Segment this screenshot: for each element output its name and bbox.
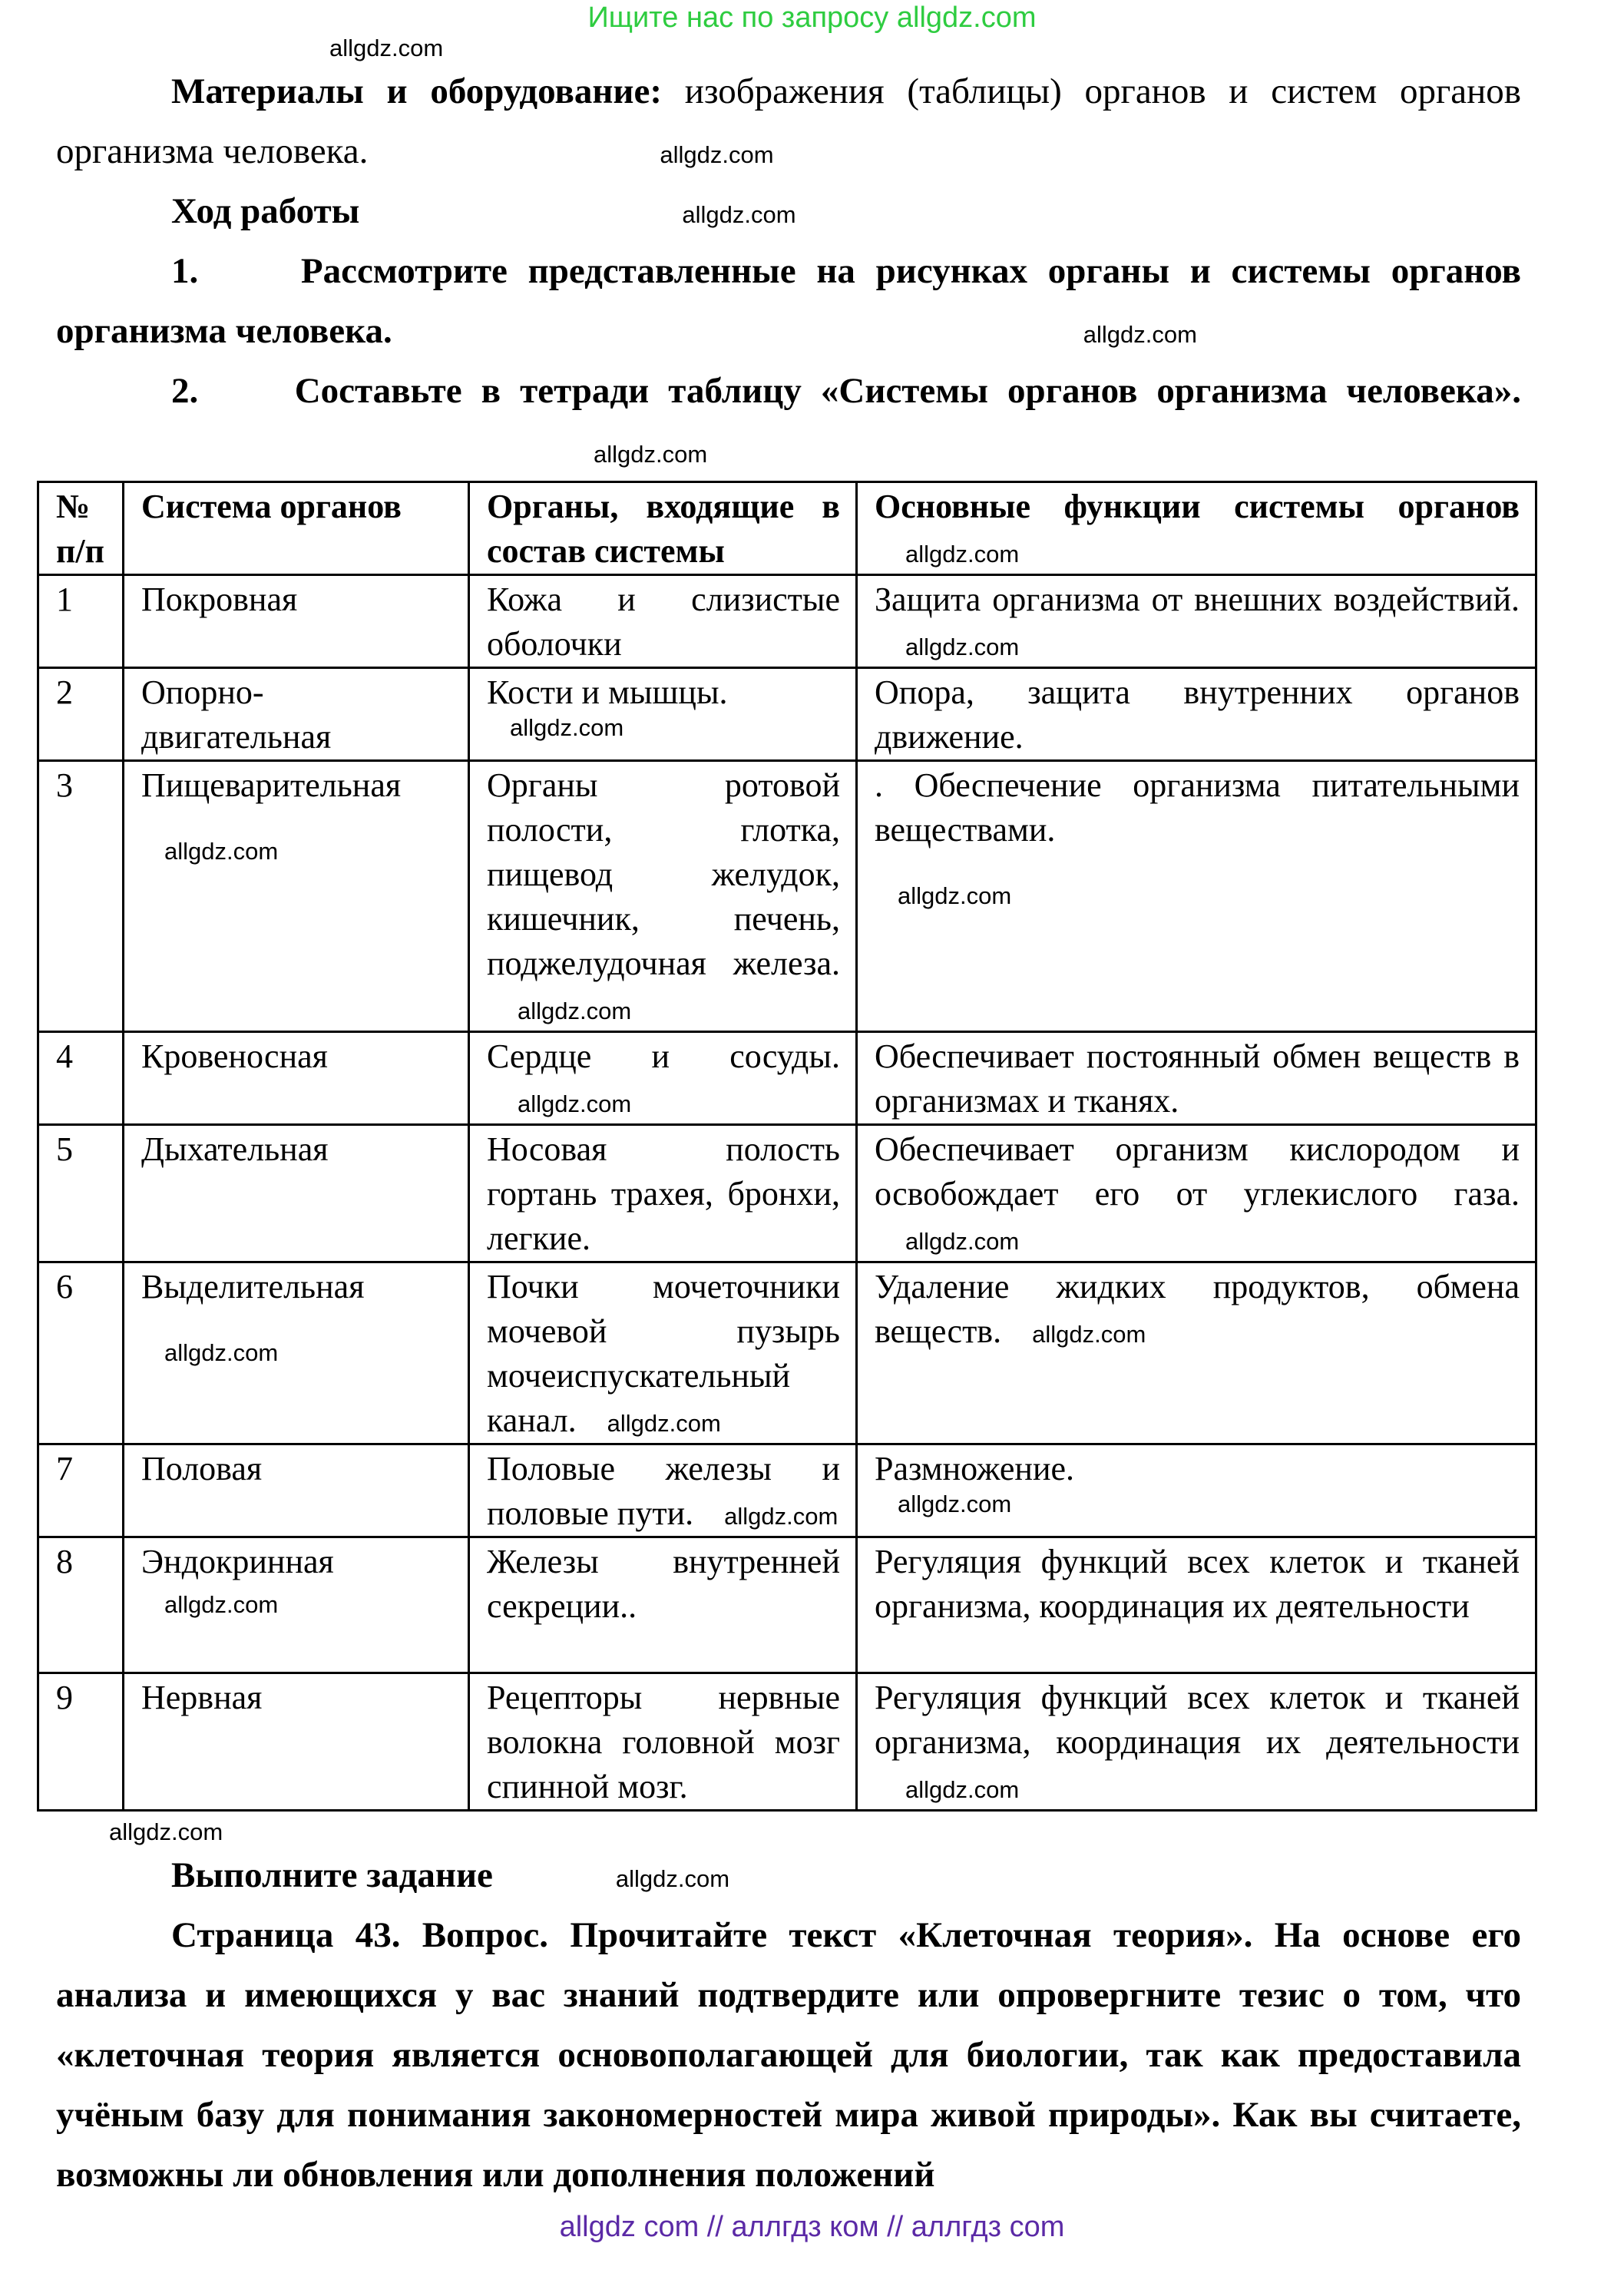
task-heading: Выполните задание <box>171 1855 493 1895</box>
cell-functions-text: Размножение. <box>875 1450 1075 1487</box>
watermark: allgdz.com <box>898 1491 1012 1517</box>
cell-functions-text: Опора, защита внутренних органов движение. <box>875 673 1520 756</box>
cell-number <box>38 1444 124 1537</box>
cell-number <box>38 668 124 761</box>
watermark-row <box>0 1819 1624 1845</box>
materials-paragraph <box>56 61 1521 181</box>
header-system-text: Система органов <box>141 488 402 525</box>
cell-number-text: 5 <box>56 1130 73 1168</box>
table-row <box>38 761 1536 1032</box>
table-row <box>38 1673 1536 1811</box>
cell-system <box>124 1537 469 1673</box>
cell-number-text: 2 <box>56 673 73 711</box>
task-section <box>56 1845 1521 2205</box>
task-heading-paragraph <box>56 1845 1521 1905</box>
cell-system <box>124 575 469 668</box>
cell-functions <box>857 1537 1536 1673</box>
watermark: allgdz.com <box>905 1228 1020 1255</box>
cell-system <box>124 668 469 761</box>
cell-number-text: 4 <box>56 1037 73 1075</box>
step-1-paragraph <box>56 241 1521 361</box>
watermark: allgdz.com <box>164 838 279 865</box>
cell-system <box>124 1673 469 1811</box>
cell-number <box>38 761 124 1032</box>
cell-number <box>38 1262 124 1444</box>
cell-organs-text: Органы ротовой полости, глотка, пищевод желудок, кишечник, печень, поджелудочная железа. <box>487 766 840 982</box>
task-question: Страница 43. Вопрос. Прочитайте текст «Клеточная теория». На основе его анализа и имеющихся у вас знаний подтвердите или опровергните тезис о том, что «клеточная теория является основополагающей для биологии, так как предоставила учёным базу для понимания закономерностей мира живой природы». Как вы считаете, возможны ли обновления или дополнения положений <box>56 1915 1521 2195</box>
watermark: allgdz.com <box>905 541 1020 567</box>
cell-system-text: Половая <box>141 1450 263 1487</box>
table-row <box>38 1444 1536 1537</box>
cell-organs-text: Рецепторы нервные волокна головной мозг спинной мозг. <box>487 1679 840 1805</box>
cell-system <box>124 1262 469 1444</box>
cell-functions-text: . Обеспечение организма питательными веществами. <box>875 766 1520 849</box>
watermark: allgdz.com <box>1083 321 1197 348</box>
table-row <box>38 1537 1536 1673</box>
step-2: 2. Составьте в тетради таблицу «Системы органов организма человека». <box>171 371 1521 411</box>
cell-functions <box>857 761 1536 1032</box>
cell-organs-text: Железы внутренней секреции.. <box>487 1543 840 1625</box>
cell-functions-text: Регуляция функций всех клеток и тканей организма, координация их деятельности <box>875 1679 1520 1761</box>
watermark: allgdz.com <box>682 201 796 228</box>
watermark: allgdz.com <box>518 998 632 1024</box>
cell-number-text: 3 <box>56 766 73 804</box>
watermark: allgdz.com <box>905 634 1020 660</box>
cell-number <box>38 1032 124 1125</box>
cell-number-text: 8 <box>56 1543 73 1580</box>
cell-functions <box>857 1032 1536 1125</box>
table-header-row <box>38 482 1536 575</box>
cell-number-text: 6 <box>56 1268 73 1305</box>
table-row <box>38 1125 1536 1262</box>
watermark: allgdz.com <box>594 441 708 468</box>
cell-functions-text: Защита организма от внешних воздействий. <box>875 581 1520 618</box>
cell-number-text: 7 <box>56 1450 73 1487</box>
cell-number <box>38 1537 124 1673</box>
cell-organs-text: Кожа и слизистые оболочки <box>487 581 840 663</box>
watermark: allgdz.com <box>109 1818 223 1845</box>
cell-organs-text: Половые железы и половые пути. <box>487 1450 840 1532</box>
cell-functions-text: Удаление жидких продуктов, обмена веществ. <box>875 1268 1520 1350</box>
cell-number <box>38 575 124 668</box>
cell-functions <box>857 575 1536 668</box>
watermark: allgdz.com <box>724 1503 838 1530</box>
cell-functions-text: Обеспечивает организм кислородом и освобождает его от углекислого газа. <box>875 1130 1520 1213</box>
procedure-paragraph <box>56 181 1521 241</box>
header-system <box>124 482 469 575</box>
cell-system <box>124 1032 469 1125</box>
watermark: allgdz.com <box>164 1339 279 1366</box>
table-row <box>38 575 1536 668</box>
cell-number-text: 9 <box>56 1679 73 1716</box>
materials-label: Материалы и оборудование: <box>171 71 663 111</box>
cell-system <box>124 1444 469 1537</box>
header-functions-text: Основные функции системы органов <box>875 488 1520 525</box>
cell-number <box>38 1125 124 1262</box>
table-row <box>38 1262 1536 1444</box>
cell-system-text: Кровеносная <box>141 1037 328 1075</box>
table-row <box>38 668 1536 761</box>
header-number-text: № п/п <box>56 488 104 570</box>
cell-system-text: Нервная <box>141 1679 263 1716</box>
cell-system <box>124 761 469 1032</box>
cell-system-text: Покровная <box>141 581 298 618</box>
cell-organs <box>469 575 857 668</box>
step-2-paragraph <box>56 361 1521 481</box>
cell-functions-text: Регуляция функций всех клеток и тканей организма, координация их деятельности <box>875 1543 1520 1625</box>
cell-system-text: Опорно-двигательная <box>141 673 332 756</box>
cell-system-text: Эндокринная <box>141 1543 334 1580</box>
cell-organs <box>469 1032 857 1125</box>
header-organs-text: Органы, входящие в состав системы <box>487 488 840 570</box>
watermark: allgdz.com <box>510 714 624 741</box>
watermark: allgdz.com <box>607 1410 721 1437</box>
task-question-paragraph <box>56 1905 1521 2205</box>
cell-system-text: Выделительная <box>141 1268 365 1305</box>
cell-system-text: Дыхательная <box>141 1130 329 1168</box>
cell-organs <box>469 1262 857 1444</box>
cell-functions <box>857 668 1536 761</box>
watermark: allgdz.com <box>905 1776 1020 1803</box>
cell-organs-text: Почки мочеточники мочевой пузырь мочеиспускательный канал. <box>487 1268 840 1439</box>
materials-text: изображения (таблицы) органов и систем органов организма человека. <box>56 71 1521 171</box>
cell-organs-text: Сердце и сосуды. <box>487 1037 840 1075</box>
header-organs <box>469 482 857 575</box>
cell-functions-text: Обеспечивает постоянный обмен веществ в организмах и тканях. <box>875 1037 1520 1120</box>
step-1: 1. Рассмотрите представленные на рисунках органы и системы органов организма человека. <box>56 251 1521 351</box>
cell-organs-text: Кости и мышцы. <box>487 673 728 711</box>
header-banner: Ищите нас по запросу allgdz.com <box>587 2 1037 34</box>
cell-system <box>124 1125 469 1262</box>
procedure-heading: Ход работы <box>171 191 360 231</box>
organ-systems-table <box>37 481 1537 1812</box>
cell-organs <box>469 1673 857 1811</box>
watermark: allgdz.com <box>660 141 774 168</box>
header-functions <box>857 482 1536 575</box>
intro-section <box>56 61 1521 481</box>
watermark: allgdz.com <box>898 882 1012 909</box>
cell-organs <box>469 1444 857 1537</box>
header-number <box>38 482 124 575</box>
watermark: allgdz.com <box>329 35 444 61</box>
cell-organs-text: Носовая полость гортань трахея, бронхи, легкие. <box>487 1130 840 1257</box>
watermark: allgdz.com <box>164 1591 279 1618</box>
table-row <box>38 1032 1536 1125</box>
cell-functions <box>857 1125 1536 1262</box>
cell-organs <box>469 1537 857 1673</box>
footer-banner: allgdz com // аллгдз ком // аллгдз com <box>559 2211 1065 2243</box>
cell-number <box>38 1673 124 1811</box>
cell-organs <box>469 1125 857 1262</box>
cell-functions <box>857 1262 1536 1444</box>
watermark: allgdz.com <box>1032 1321 1146 1348</box>
cell-organs <box>469 761 857 1032</box>
cell-number-text: 1 <box>56 581 73 618</box>
cell-organs <box>469 668 857 761</box>
cell-system-text: Пищеварительная <box>141 766 402 804</box>
cell-functions <box>857 1444 1536 1537</box>
watermark-row <box>0 35 1624 61</box>
watermark: allgdz.com <box>518 1090 632 1117</box>
watermark: allgdz.com <box>615 1865 730 1892</box>
cell-functions <box>857 1673 1536 1811</box>
